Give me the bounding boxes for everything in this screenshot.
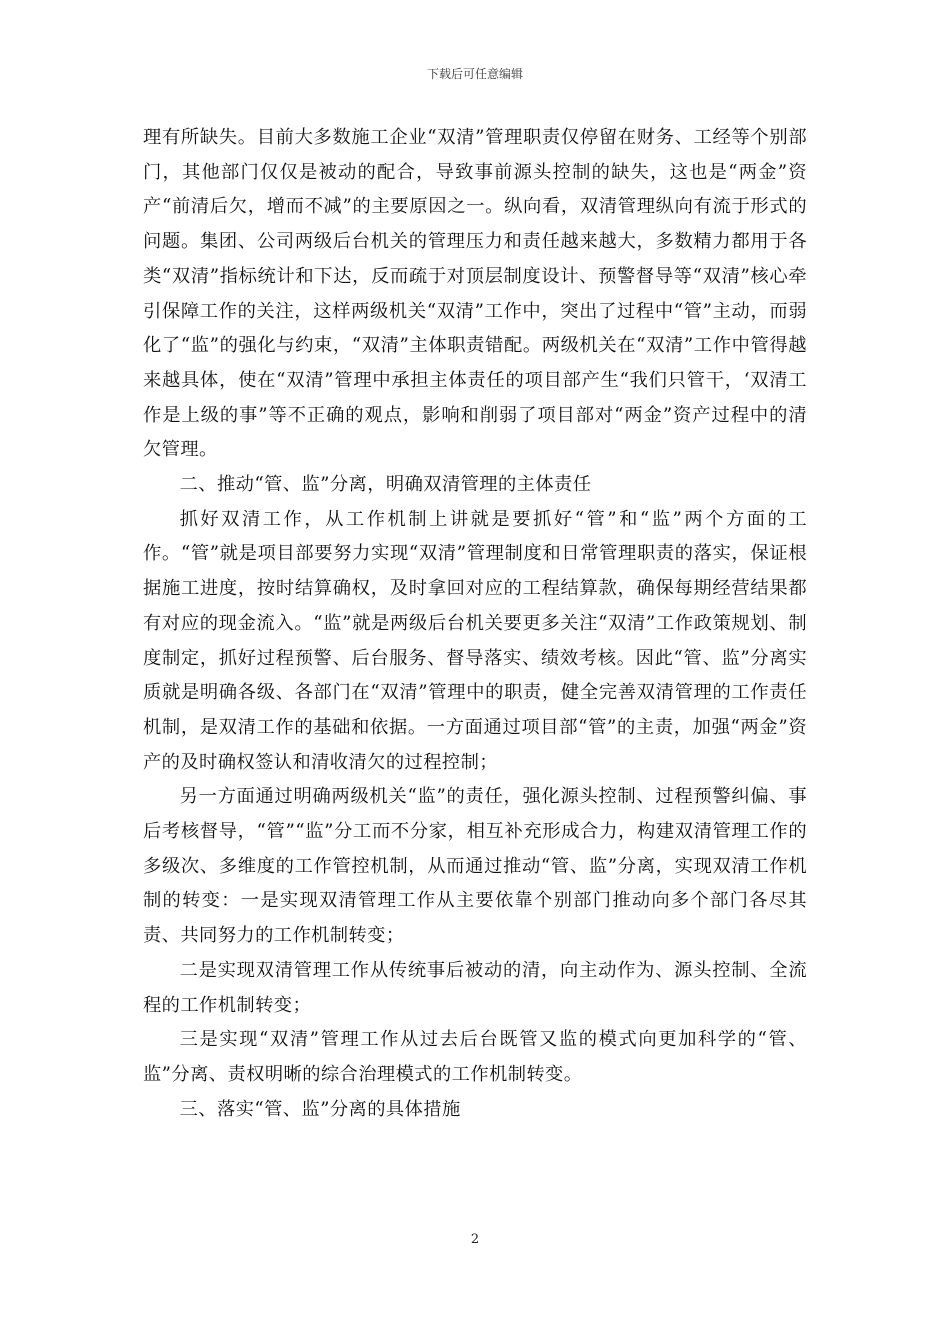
paragraph-3: 抓好双清工作，从工作机制上讲就是要抓好“管”和“监”两个方面的工作。“管”就是项目部要努力实现“双清”管理制度和日常管理职责的落实，保证根据施工进度，按时结算确权，及时拿回对应的工程结算款，确保每期经营结果都有对应的现金流入。“监”就是两级后台机关要更多关注“双清”工作政策规划、制度制定，抓好过程预警、后台服务、督导落实、绩效考核。因此“管、监”分离实质就是明确各级、各部门在“双清”管理中的职责，健全完善双清管理的工作责任机制，是双清工作的基础和依据。一方面通过项目部“管”的主责，加强“两金”资产的及时确权签认和清收清欠的过程控制；: [143, 508, 807, 773]
document-body: [143, 121, 807, 1127]
paragraph-1: 理有所缺失。目前大多数施工企业“双清”管理职责仅停留在财务、工经等个别部门，其他部门仅仅是被动的配合，导致事前源头控制的缺失，这也是“两金”资产“前清后欠，增而不减”的主要原因之一。纵向看，双清管理纵向有流于形式的问题。集团、公司两级后台机关的管理压力和责任越来越大，多数精力都用于各类“双清”指标统计和下达，反而疏于对顶层制度设计、预警督导等“双清”核心牵引保障工作的关注，这样两级机关“双清”工作中，突出了过程中“管”主动，而弱化了“监”的强化与约束，“双清”主体职责错配。两级机关在“双清”工作中管得越来越具体，使在“双清”管理中承担主体责任的项目部产生“我们只管干，‘双清工作是上级的事”等不正确的观点，影响和削弱了项目部对“两金”资产过程中的清欠管理。: [143, 127, 807, 461]
paragraph-5: 二是实现双清管理工作从传统事后被动的清，向主动作为、源头控制、全流程的工作机制转变；: [143, 959, 807, 1016]
paragraph-6: 三是实现“双清”管理工作从过去后台既管又监的模式向更加科学的“管、监”分离、责权明晰的综合治理模式的工作机制转变。: [143, 1029, 807, 1085]
section-heading-3: 三、落实“管、监”分离的具体措施: [179, 1098, 461, 1120]
section-heading-2: 二、推动“管、监”分离，明确双清管理的主体责任: [179, 474, 592, 496]
page-header: 下载后可任意编辑: [426, 67, 523, 81]
page-number: 2: [470, 1232, 480, 1247]
paragraph-4: 另一方面通过明确两级机关“监”的责任，强化源头控制、过程预警纠偏、事后考核督导，“管”“监”分工而不分家，相互补充形成合力，构建双清管理工作的多级次、多维度的工作管控机制，从而通过推动“管、监”分离，实现双清工作机制的转变：一是实现双清管理工作从主要依靠个别部门推动向多个部门各尽其责、共同努力的工作机制转变；: [143, 786, 807, 947]
